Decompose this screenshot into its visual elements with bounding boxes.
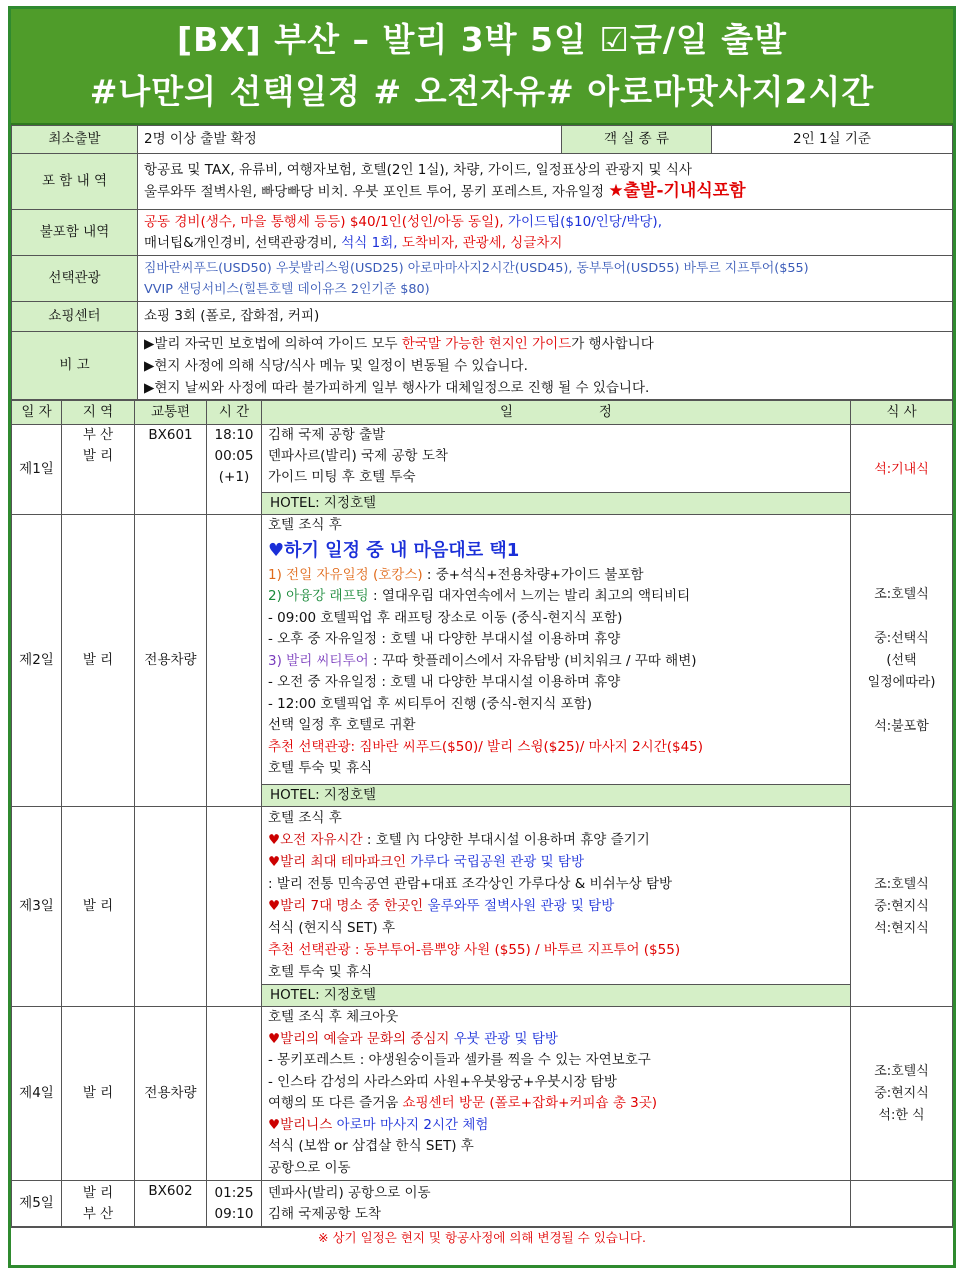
day5-time: 01:25 09:10 [207,1181,262,1227]
shopping-value: 쇼핑 3회 (폴로, 잡화점, 커피) [138,302,953,332]
day1-schedule: 김해 국제 공항 출발 덴파사르(발리) 국제 공항 도착 가이드 미팅 후 호텔 투숙 [262,425,851,493]
footer-notice: ※ 상기 일정은 현지 및 항공사정에 의해 변경될 수 있습니다. [11,1227,953,1247]
day1-label: 제1일 [12,425,62,515]
remark-2: ▶현지 사정에 의해 식당/식사 메뉴 및 일정이 변동될 수 있습니다. [144,357,528,374]
included-line-1: 항공료 및 TAX, 유류비, 여행자보험, 호텔(2인 1실), 차량, 가이드, 일정표상의 관광지 및 식사 [144,162,692,178]
day5-meal [851,1181,953,1227]
excluded-label: 불포함 내역 [12,210,138,256]
schedule-table [11,400,953,1227]
day3-schedule: 호텔 조식 후 ♥오전 자유시간 : 호텔 內 다양한 부대시설 이용하며 휴양 즐기기 ♥발리 최대 테마파크인 가루다 국립공원 관광 및 탐방 : 발리 전통 민속공연 관람+대표 조각상인 가루다상 & 비쉬누상 탐방 ♥발리 7대 명소 중 한곳인 울루와뚜 절벽사원 관광 및 탐방 석식 (현지식 SET) 후 추천 선택관광 : 동부투어-름뿌양 사원 ($55) / 바투르 지프투어 ($55) 호텔 투숙 및 휴식 [262,807,851,985]
header-transport: 교통편 [135,401,207,425]
min-departure-label: 최소출발 [12,126,138,154]
day2-time [207,515,262,807]
remark-3: ▶현지 날씨와 사정에 따라 불가피하게 일부 행사가 대체일정으로 진행 될 수 있습니다. [144,379,650,396]
day3-meal: 조:호텔식 중:현지식 석:현지식 [851,807,953,1007]
header-region: 지 역 [62,401,135,425]
day2-label: 제2일 [12,515,62,807]
day3-region: 발 리 [62,807,135,1007]
day3-label: 제3일 [12,807,62,1007]
day5-transport: BX602 [135,1181,207,1227]
title-line-1: [BX] 부산 – 발리 3박 5일 ☑금/일 출발 [176,20,788,59]
day5-region: 발 리 부 산 [62,1181,135,1227]
day4-label: 제4일 [12,1007,62,1181]
day4-time [207,1007,262,1181]
day1-hotel: HOTEL: 지정호텔 [262,493,851,515]
title-line-2: #나만의 선택일정 # 오전자유# 아로마맛사지2시간 [89,72,875,111]
remarks-label: 비 고 [12,332,138,400]
room-type-label: 객 실 종 류 [562,126,712,154]
day2-transport: 전용차량 [135,515,207,807]
day3-transport [135,807,207,1007]
optional-line-1: 짐바란씨푸드(USD50) 우붓발리스윙(USD25) 아로마마사지2시간(USD45), 동부투어(USD55) 바투르 지프투어($55) [144,260,809,276]
excluded-line-2: 매너팁&개인경비, 선택관광경비, 석식 1회, 도착비자, 관광세, 싱글차지 [144,234,563,251]
day5-schedule: 덴파사(발리) 공항으로 이동 김해 국제공항 도착 [262,1181,851,1227]
header-meal: 식 사 [851,401,953,425]
remarks-value [138,332,953,400]
excluded-line-1: 공동 경비(생수, 마을 통행세 등등) $40/1인(성인/아동 동일), 가이드팁($10/인당/박당), [144,213,662,230]
day4-region: 발 리 [62,1007,135,1181]
shopping-label: 쇼핑센터 [12,302,138,332]
day3-hotel: HOTEL: 지정호텔 [262,985,851,1007]
day2-region: 발 리 [62,515,135,807]
day3-time [207,807,262,1007]
itinerary-document [8,6,956,1268]
info-table [11,125,953,400]
optional-tours-label: 선택관광 [12,256,138,302]
day2-schedule: 호텔 조식 후 ♥하기 일정 중 내 마음대로 택1 1) 전일 자유일정 (호캉스) : 중+석식+전용차량+가이드 불포함 2) 아융강 래프팅 : 열대우림 대자연속에서 느끼는 발리 최고의 액티비티 - 09:00 호텔픽업 후 래프팅 장소로 이동 (중식-현지식 포함) - 오후 중 자유일정 : 호텔 내 다양한 부대시설 이용하며 휴양 3) 발리 씨티투어 : 꾸따 핫플레이스에서 자유탐방 (비치워크 / 꾸따 해변) - 오전 중 자유일정 : 호텔 내 다양한 부대시설 이용하며 휴양 - 12:00 호텔픽업 후 씨티투어 진행 (중식-현지식 포함) 선택 일정 후 호텔로 귀환 추천 선택관광: 짐바란 씨푸드($50)/ 발리 스윙($25)/ 마사지 2시간($45) 호텔 투숙 및 휴식 [262,515,851,785]
day1-meal: 석:기내식 [851,425,953,515]
day2-choose-one: ♥하기 일정 중 내 마음대로 택1 [268,539,520,561]
included-value [138,154,953,210]
header-day: 일 자 [12,401,62,425]
included-line-2: 울루와뚜 절벽사원, 빠당빠당 비치. 우붓 포인트 투어, 몽키 포레스트, 자유일정 ★출발-기내식포함 [144,181,746,201]
header-time: 시 간 [207,401,262,425]
title-banner [11,9,953,125]
optional-line-2: VVIP 샌딩서비스(힐튼호텔 데이유즈 2인기준 $80) [144,281,430,297]
day2-meal: 조:호텔식 중:선택식 (선택 일정에따라) 석:불포함 [851,515,953,807]
day4-transport: 전용차량 [135,1007,207,1181]
excluded-value [138,210,953,256]
room-type-value: 2인 1실 기준 [712,126,953,154]
header-schedule: 일 정 [262,401,851,425]
day5-label: 제5일 [12,1181,62,1227]
day1-region: 부 산 발 리 [62,425,135,515]
day1-time: 18:10 00:05 (+1) [207,425,262,515]
min-departure-value: 2명 이상 출발 확정 [138,126,562,154]
day1-transport: BX601 [135,425,207,515]
remark-1: ▶발리 자국민 보호법에 의하여 가이드 모두 한국말 가능한 현지인 가이드가 행사합니다 [144,335,654,352]
included-star: ★출발-기내식포함 [608,181,746,201]
day4-schedule: 호텔 조식 후 체크아웃 ♥발리의 예술과 문화의 중심지 우붓 관광 및 탐방 - 몽키포레스트 : 야생원숭이들과 셀카를 찍을 수 있는 자연보호구 - 인스타 감성의 사라스와띠 사원+우붓왕궁+우붓시장 탐방 여행의 또 다른 즐거움 쇼핑센터 방문 (폴로+잡화+커피숍 총 3곳) ♥발리니스 아로마 마사지 2시간 체험 석식 (보쌈 or 삼겹살 한식 SET) 후 공항으로 이동 [262,1007,851,1181]
optional-tours-value [138,256,953,302]
included-label: 포 함 내 역 [12,154,138,210]
day4-meal: 조:호텔식 중:현지식 석:한 식 [851,1007,953,1181]
day2-hotel: HOTEL: 지정호텔 [262,785,851,807]
